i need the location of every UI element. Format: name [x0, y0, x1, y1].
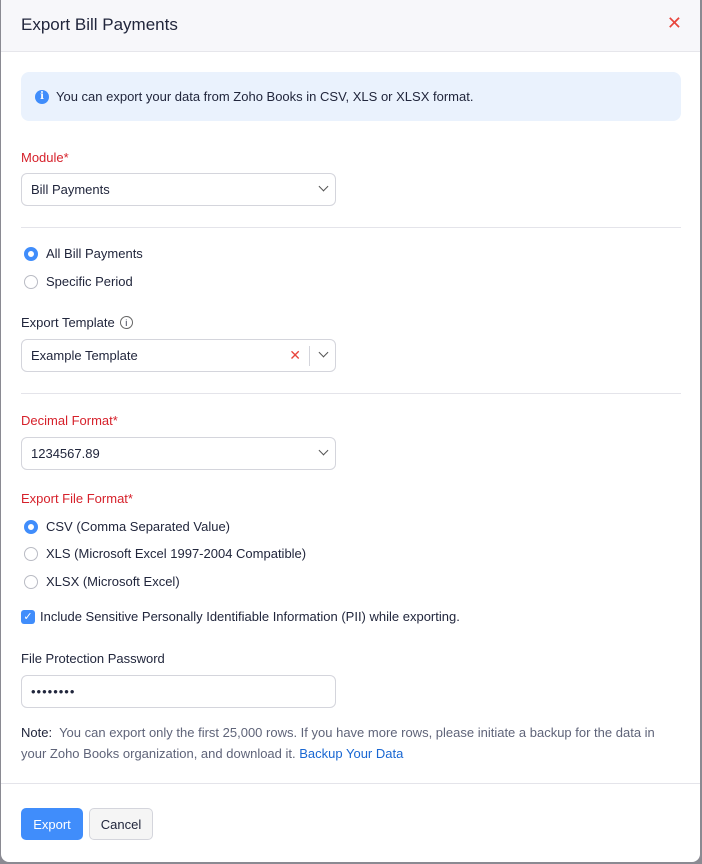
pii-label: Include Sensitive Personally Identifiable Information (PII) while exporting.	[40, 609, 460, 624]
template-value: Example Template	[31, 348, 138, 363]
chevron-down-icon	[319, 182, 329, 192]
decimal-value: 1234567.89	[31, 446, 100, 461]
separator	[309, 346, 310, 366]
export-button[interactable]: Export	[21, 808, 83, 840]
divider	[1, 783, 700, 784]
module-label: Module*	[21, 150, 69, 165]
note-text: You can export only the first 25,000 rows. If you have more rows, please initiate a backup for the data in your Zoho Books organization, and download it.	[21, 725, 655, 761]
divider	[21, 227, 681, 228]
radio-icon	[24, 520, 38, 534]
radio-icon	[24, 547, 38, 561]
radio-xlsx[interactable]	[24, 574, 180, 589]
backup-link[interactable]: Backup Your Data	[299, 746, 404, 761]
checkmark-icon: ✓	[21, 610, 35, 624]
cancel-button[interactable]: Cancel	[89, 808, 153, 840]
info-banner	[21, 72, 681, 121]
radio-all-bill-payments[interactable]	[24, 246, 143, 261]
chevron-down-icon	[319, 348, 329, 358]
radio-xls[interactable]	[24, 546, 306, 561]
radio-icon	[24, 247, 38, 261]
file-format-label: Export File Format*	[21, 491, 133, 506]
radio-icon	[24, 575, 38, 589]
module-value: Bill Payments	[31, 182, 110, 197]
info-icon: i	[35, 90, 49, 104]
password-label: File Protection Password	[21, 651, 165, 666]
note	[21, 722, 681, 764]
password-value: ••••••••	[31, 684, 76, 699]
radio-label: XLS (Microsoft Excel 1997-2004 Compatible)	[46, 546, 307, 561]
template-select[interactable]	[21, 339, 336, 372]
radio-label: Specific Period	[46, 274, 133, 289]
radio-label: CSV (Comma Separated Value)	[46, 519, 231, 534]
decimal-select[interactable]	[21, 437, 336, 470]
dialog-title: Export Bill Payments	[21, 15, 178, 34]
radio-label: All Bill Payments	[46, 246, 143, 261]
note-prefix: Note:	[21, 725, 53, 740]
radio-label: XLSX (Microsoft Excel)	[46, 574, 180, 589]
decimal-label: Decimal Format*	[21, 413, 118, 428]
radio-icon	[24, 275, 38, 289]
chevron-down-icon	[319, 446, 329, 456]
export-dialog	[1, 0, 700, 862]
template-label	[21, 315, 133, 330]
radio-specific-period[interactable]	[24, 274, 133, 289]
close-icon[interactable]: ✕	[666, 13, 682, 33]
radio-csv[interactable]	[24, 519, 230, 534]
clear-icon[interactable]: ✕	[289, 347, 301, 363]
info-circle-icon[interactable]: i	[120, 316, 133, 329]
info-text: You can export your data from Zoho Books in CSV, XLS or XLSX format.	[56, 89, 474, 104]
divider	[21, 393, 681, 394]
pii-checkbox[interactable]	[21, 609, 460, 624]
template-label-text: Export Template	[21, 315, 115, 330]
module-select[interactable]	[21, 173, 336, 206]
password-input[interactable]	[21, 675, 336, 708]
dialog-header	[1, 0, 700, 52]
